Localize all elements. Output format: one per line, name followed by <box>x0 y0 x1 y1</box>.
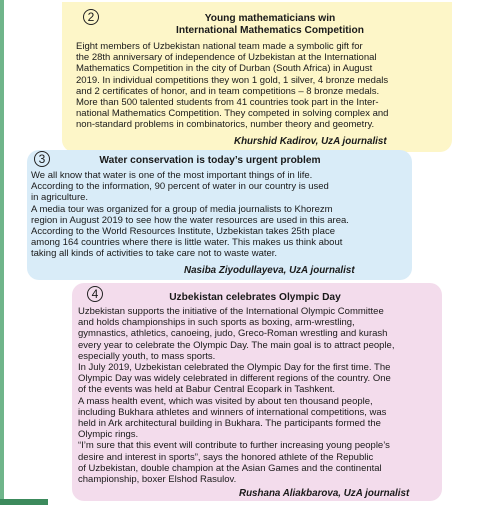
left-edge-stripe <box>0 0 4 505</box>
article-title-line: International Mathematics Competition <box>176 25 364 36</box>
article-title: Uzbekistan celebrates Olympic Day <box>169 292 341 303</box>
article-author: Khurshid Kadirov, UzA journalist <box>234 136 387 147</box>
article-title: Water conservation is today’s urgent problem <box>99 155 321 166</box>
article-number-badge: 4 <box>87 286 103 302</box>
article-number-badge: 3 <box>34 151 50 167</box>
article-title-line: Young mathematicians win <box>204 13 336 24</box>
article-author: Nasiba Ziyodullayeva, UzA journalist <box>184 265 355 276</box>
article-body: Uzbekistan supports the initiative of the International Olympic Committee and holds championships in such sports as boxing, arm-wrestling, gymnastics, athletics, canoeing, judo, Greco-Roman wrestling and kurash every year to celebrate the Olympic Day. The main goal is to attract people, especially youth, to mass sports. In July 2019, Uzbekistan celebrated the Olympic Day for the first time. The Olympic Day was widely celebrated in different regions of the country. One of the events was held at Babur Central Ecopark in Tashkent. A mass health event, which was visited by about ten thousand people, including Bukhara athletes and winners of international competitions, was held in Ark architectural building in Bukhara. The participants formed the Olympic rings. “I’m sure that this event will contribute to further increasing young people’s desire and interest in sports”, says the honored athlete of the Republic of Uzbekistan, double champion at the Asian Games and the continental championship, boxer Elshod Rasulov. <box>78 306 395 486</box>
bottom-edge-stripe <box>0 499 48 505</box>
article-author: Rushana Aliakbarova, UzA journalist <box>239 488 410 499</box>
article-title <box>120 13 420 37</box>
article-body: Eight members of Uzbekistan national team made a symbolic gift for the 28th anniversary of independence of Uzbekistan at the International Mathematics Competition in the city of Durban (South Africa) in August 2019. In individual competitions they won 1 gold, 1 silver, 4 bronze medals and 2 certificates of honor, and in team competitions – 8 bronze medals. More than 500 talented students from 41 countries took part in the Inter- national Mathematics Competition. They competed in solving complex and non-standard problems in combinatorics, number theory and geometry. <box>76 41 389 131</box>
article-number-badge: 2 <box>83 9 99 25</box>
article-body: We all know that water is one of the most important things of in life. According to the information, 90 percent of water in our country is used in agriculture. A media tour was organized for a group of media journalists to Khorezm region in August 2019 to see how the water resources are used in this area. According to the World Resources Institute, Uzbekistan takes 25th place among 164 countries where there is little water. This makes us think about taking all kinds of activities to take care not to waste water. <box>31 170 349 260</box>
